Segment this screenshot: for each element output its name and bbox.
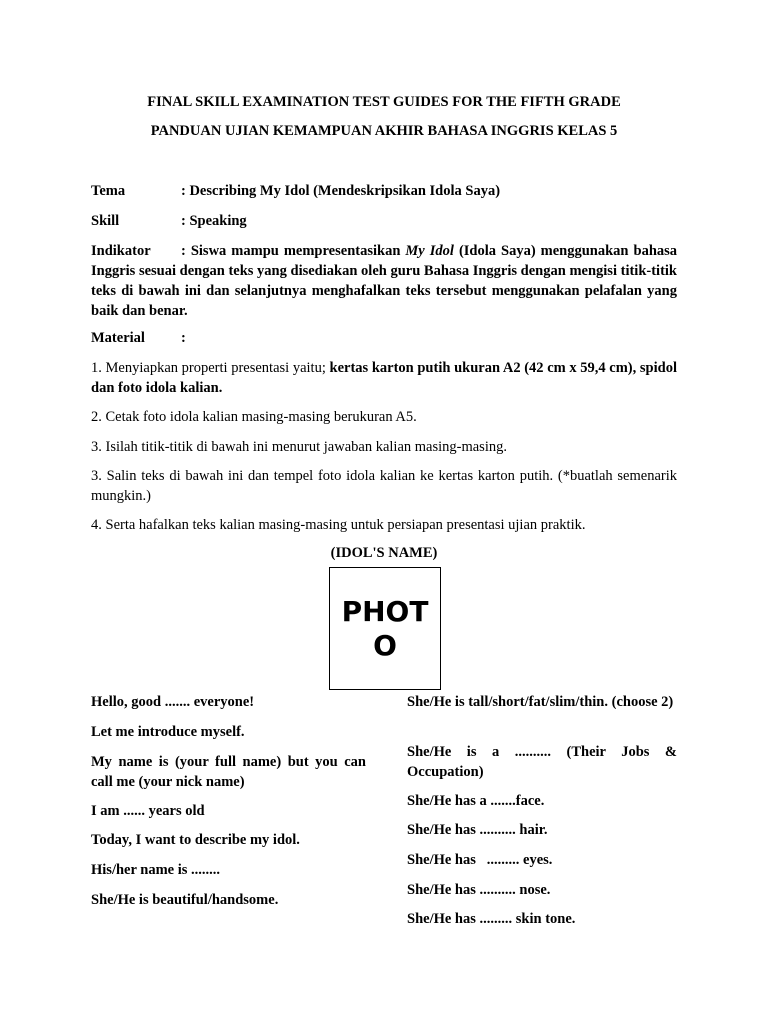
- left-line: I am ...... years old: [91, 803, 205, 819]
- indikator-text-pre: : Siswa mampu mempresentasikan: [181, 243, 401, 259]
- left-line: Today, I want to describe my idol.: [91, 832, 300, 848]
- tema-row: [91, 181, 677, 201]
- document-title-indonesian: PANDUAN UJIAN KEMAMPUAN AKHIR BAHASA INGGRIS KELAS 5: [150, 123, 618, 139]
- indikator-label: Indikator: [91, 243, 151, 259]
- indikator-paragraph: [91, 241, 677, 321]
- material-row: [91, 328, 677, 348]
- idol-name-heading: (IDOL'S NAME): [330, 545, 438, 561]
- skill-label: Skill: [91, 213, 120, 229]
- left-line: Let me introduce myself.: [91, 724, 245, 740]
- step-1-text: 1. Menyiapkan properti presentasi yaitu;: [91, 360, 326, 376]
- skill-value: : Speaking: [181, 213, 247, 229]
- right-line: She/He is tall/short/fat/slim/thin. (choose 2): [407, 694, 674, 710]
- right-line: She/He has ......... skin tone.: [407, 911, 576, 927]
- right-line: She/He has a .......face.: [407, 793, 545, 809]
- photo-placeholder-text: PHOTO: [341, 594, 429, 662]
- skill-row: [91, 211, 677, 231]
- step-1-bold-text: kertas karton putih ukuran A2 (42 cm x 59,4 cm), spidol dan foto idola kalian.: [91, 360, 677, 396]
- step-3a: 3. Isilah titik-titik di bawah ini menurut jawaban kalian masing-masing.: [91, 439, 507, 455]
- step-3b: 3. Salin teks di bawah ini dan tempel foto idola kalian ke kertas karton putih. (*buatlah semenarik mungkin.): [91, 468, 677, 504]
- left-line: Hello, good ....... everyone!: [91, 694, 255, 710]
- material-value: :: [181, 330, 186, 346]
- right-line: She/He has .......... hair.: [407, 822, 548, 838]
- left-line: My name is (your full name) but you can call me (your nick name): [91, 754, 366, 790]
- left-line: His/her name is ........: [91, 862, 221, 878]
- tema-label: Tema: [91, 183, 126, 199]
- material-label: Material: [91, 330, 145, 346]
- document-title-english: FINAL SKILL EXAMINATION TEST GUIDES FOR THE FIFTH GRADE: [147, 94, 621, 110]
- right-line: She/He has .......... nose.: [407, 882, 551, 898]
- tema-value: : Describing My Idol (Mendeskripsikan Idola Saya): [181, 183, 501, 199]
- indikator-text-post: (Idola Saya) menggunakan bahasa Inggris sesuai dengan teks yang disediakan oleh guru Bahasa Inggris dengan mengisi titik-titik teks di bawah ini dan selanjutnya menghafalkan teks tersebut menggunakan pelafalan yang baik dan benar.: [91, 243, 678, 319]
- left-line: She/He is beautiful/handsome.: [91, 892, 279, 908]
- indikator-emphasis: My Idol: [405, 243, 454, 259]
- right-line: She/He has ......... eyes.: [407, 852, 553, 868]
- step-1: [91, 358, 677, 398]
- step-4: 4. Serta hafalkan teks kalian masing-masing untuk persiapan presentasi ujian praktik.: [91, 517, 586, 533]
- photo-placeholder-box: [329, 567, 441, 690]
- right-line: She/He is a .......... (Their Jobs & Occupation): [407, 744, 677, 780]
- step-2: 2. Cetak foto idola kalian masing-masing berukuran A5.: [91, 409, 417, 425]
